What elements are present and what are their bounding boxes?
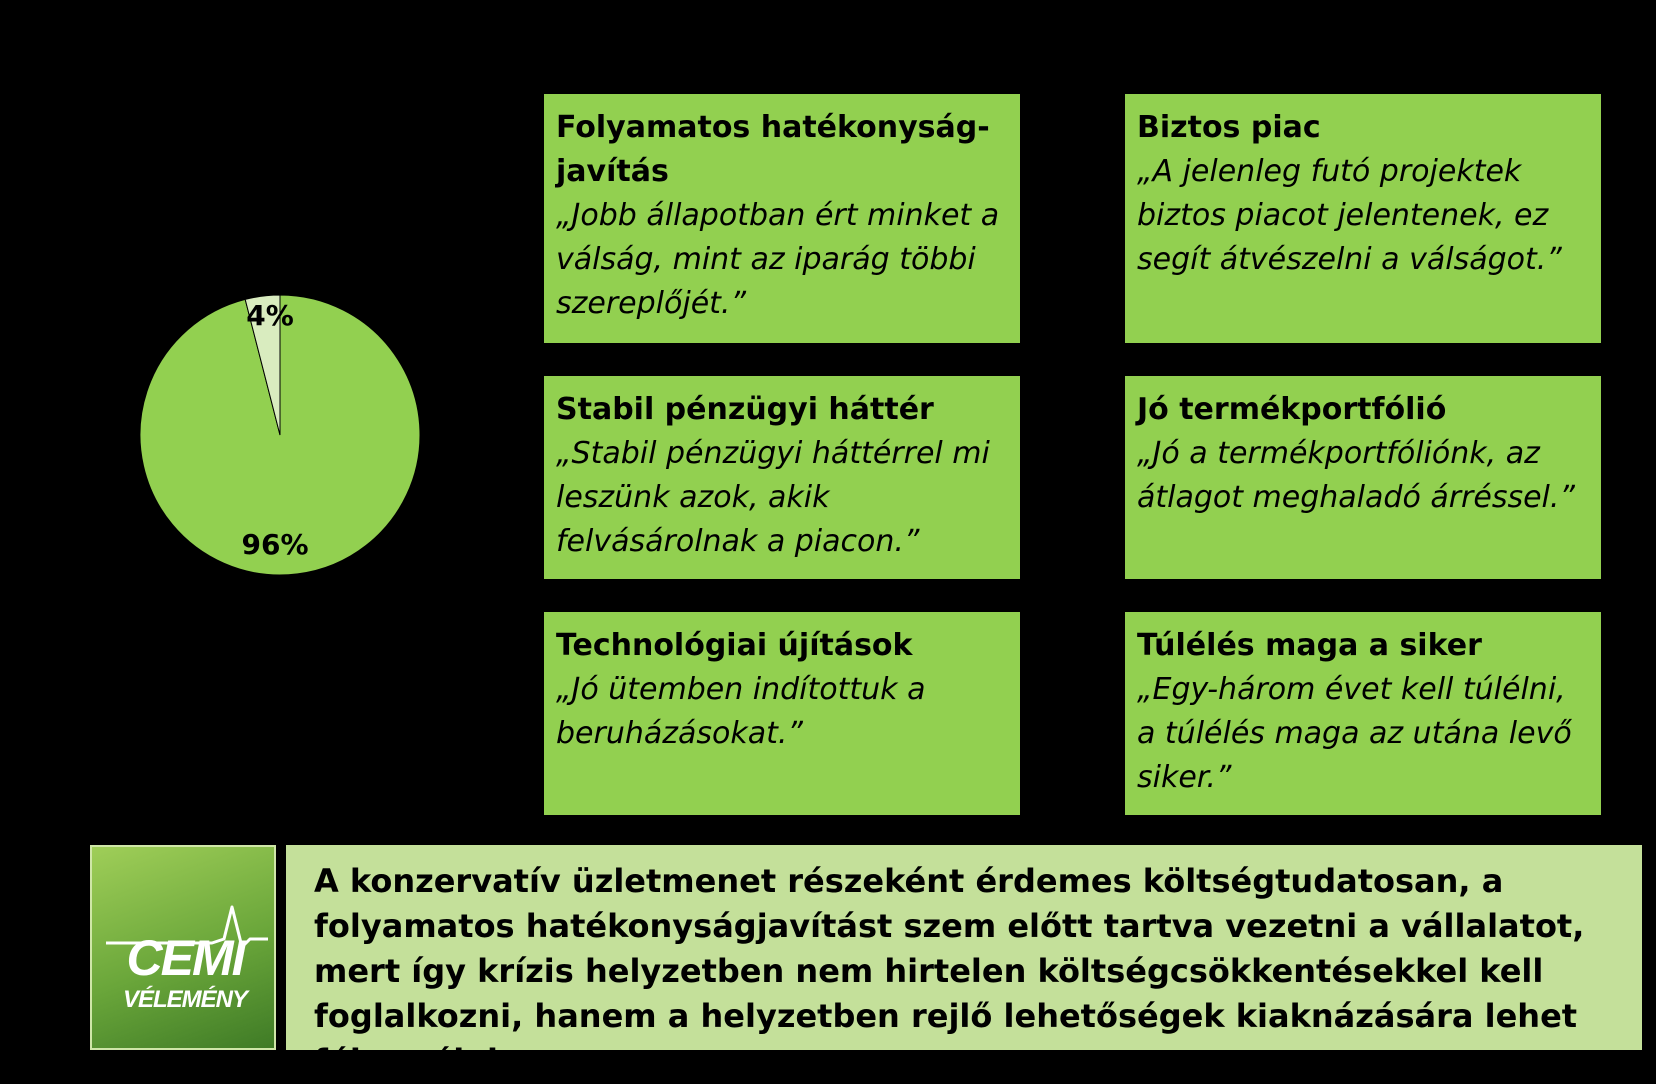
card-quote: „Jó ütemben indítottuk a beruházásokat.” [556,672,926,751]
cemi-logo-graphic [92,847,276,1050]
card-title: Jó termékportfólió [1137,392,1447,427]
logo-text-cemi: CEMI [126,930,244,986]
card-title: Túlélés maga a siker [1137,628,1482,663]
card-title: Biztos piac [1137,110,1321,145]
logo-text-velemeny: VÉLEMÉNY [122,986,248,1013]
callout-text: A konzervatív üzletmenet részeként érdemes költségtudatosan, a folyamatos hatékonyságjavítást szem előtt tartva vezetni a vállalatot, mert így krízis helyzetben nem hirtelen költségcsökkentésekkel kell foglalkozni, hanem a helyzetben rejlő lehetőségek kiaknázására lehet fókuszálni [314,862,1585,1080]
card-quote: „Stabil pénzügyi háttérrel mi leszünk azok, akik felvásárolnak a piacon.” [556,436,990,559]
card-title: Technológiai újítások [556,628,913,663]
card-hatekonysag [544,94,1020,343]
card-quote: „Egy-három évet kell túlélni, a túlélés maga az utána levő siker.” [1137,672,1572,795]
card-stabil-penzugy [544,376,1020,579]
card-biztos-piac [1125,94,1601,343]
card-technologia [544,612,1020,815]
pie-label-1: 4% [246,299,294,332]
pie-label-0: 96% [241,528,309,562]
callout-text-box [286,845,1642,1080]
card-quote: „Jó a termékportfóliónk, az átlagot meghaladó árréssel.” [1137,436,1575,515]
cemi-logo [90,845,276,1050]
callout-box [90,845,1642,1080]
card-title: Stabil pénzügyi háttér [556,392,934,427]
card-title: Folyamatos hatékonyság-javítás [556,110,990,189]
card-quote: „Jobb állapotban ért minket a válság, mint az iparág többi szereplőjét.” [556,198,1000,321]
card-quote: „A jelenleg futó projektek biztos piacot jelentenek, ez segít átvészelni a válságot.” [1137,154,1562,277]
pie-chart-svg [130,285,430,585]
card-tuleles [1125,612,1601,815]
pie-chart [130,285,430,585]
card-termekportfolio [1125,376,1601,579]
